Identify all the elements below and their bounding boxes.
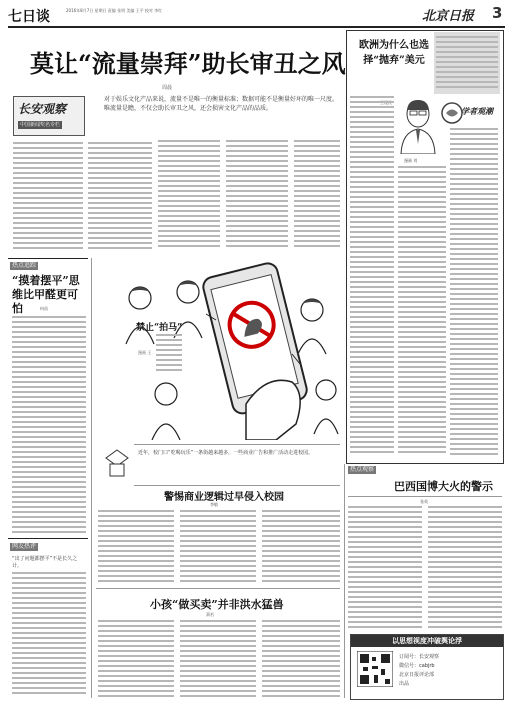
- cartoon-drawing: [96, 254, 344, 440]
- right-headline: 巴西国博大火的警示: [394, 480, 493, 493]
- right-body-2: [428, 506, 502, 630]
- left-headline: “摸着摆平”思维比甲醛更可怕: [12, 274, 80, 315]
- kids-body-3: [262, 620, 340, 698]
- school-headline: 警惕商业逻辑过早侵入校园: [164, 492, 284, 503]
- right-byline: 张英: [420, 499, 428, 504]
- right-section-tag: 热点观察: [350, 466, 375, 473]
- lead-body-col-3: [158, 140, 220, 250]
- left-box-tag: 网友热评: [12, 543, 37, 550]
- left-section-tag: 热点追踪: [12, 262, 37, 269]
- right-col-divider: [344, 464, 345, 698]
- footer-ad-line-2: 微信号：cabjrb: [399, 663, 435, 669]
- school-body-1: [98, 510, 174, 584]
- kids-rule: [96, 588, 340, 589]
- lead-body-col-1: [13, 142, 83, 252]
- footer-ad: [350, 634, 504, 700]
- sidebar-top-text: [436, 36, 498, 92]
- kids-headline: 小孩“做买卖”并非洪水猛兽: [150, 598, 284, 611]
- footer-ad-title: 以思想视度冲破舆论浮: [351, 635, 503, 647]
- column-logo-title: 长安观察: [18, 102, 67, 116]
- cartoon-note: [156, 334, 182, 378]
- lead-byline: 周晨: [162, 85, 173, 91]
- left-box-text: “出了问题都摆平”不是长久之计。: [12, 556, 78, 569]
- sidebar-headline-box: [352, 34, 430, 92]
- kids-body-1: [98, 620, 174, 698]
- school-body-2: [180, 510, 256, 584]
- footer-ad-line-4: 出品: [399, 681, 410, 687]
- right-body-1: [348, 506, 422, 630]
- column-logo: [13, 96, 85, 136]
- school-icon: [104, 448, 130, 478]
- left-box-rule: [8, 538, 88, 539]
- column-stamp-label: 学者观潮: [461, 106, 493, 116]
- page-number: 3: [492, 4, 503, 22]
- school-byline: 李敏: [210, 502, 218, 507]
- section-name: 七日谈: [8, 9, 50, 25]
- sidebar-col-left: [350, 96, 394, 456]
- lead-body-col-2: [88, 142, 152, 250]
- sidebar-col-mid: [398, 166, 446, 456]
- column-stamp: [441, 102, 499, 124]
- dateline: 2016年8月7日 星期日 责编 张明 美编 王平 校对 李红: [66, 8, 163, 13]
- lead-body-col-4: [226, 140, 288, 250]
- lead-body-col-5: [294, 140, 340, 250]
- cartoon-credit: 漫画 王: [138, 350, 152, 355]
- cartoon: [96, 254, 344, 440]
- right-headline-rule: [348, 496, 502, 497]
- author-portrait: [398, 96, 438, 154]
- left-body: [12, 316, 86, 534]
- left-box-body: [12, 572, 86, 696]
- column-logo-sub: 中国新闻奖名专栏: [20, 122, 61, 128]
- kids-body-2: [180, 620, 256, 698]
- masthead: [8, 4, 505, 26]
- lead-intro: 对于娱乐文化产品来说，流量不是唯一的衡量标准；数据可能不是衡量好坏的唯一尺度。唯流量是瞻，不仅会助长审丑之风，还会损害文化产品的品质。: [104, 96, 339, 112]
- author-caption: 漫画 刘: [404, 158, 418, 163]
- sidebar-headline: 欧洲为什么也选择“抛弃”美元: [359, 40, 429, 66]
- kids-byline: 萧若: [206, 612, 214, 617]
- left-story-rule: [8, 258, 88, 259]
- left-byline: 何苗: [40, 306, 48, 311]
- qr-code: [357, 651, 393, 687]
- school-intro: 近年，校门口“吃喝玩乐”一条街越来越多，一些商业广告和推广活动走进校园。: [138, 450, 314, 456]
- paper-name: 北京日报: [422, 9, 475, 24]
- school-body-3: [262, 510, 340, 584]
- left-col-divider: [91, 258, 92, 698]
- masthead-rule: [8, 26, 505, 28]
- sidebar-col-right: [450, 128, 498, 456]
- lead-headline: 莫让“流量崇拜”助长审丑之风: [30, 49, 346, 78]
- footer-ad-line-3: 北京日报评论部: [399, 672, 435, 678]
- school-intro-box: [134, 444, 340, 486]
- cartoon-caption: 禁止“拍马”: [136, 323, 183, 333]
- footer-ad-line-1: 订阅号：长安观察: [399, 654, 440, 660]
